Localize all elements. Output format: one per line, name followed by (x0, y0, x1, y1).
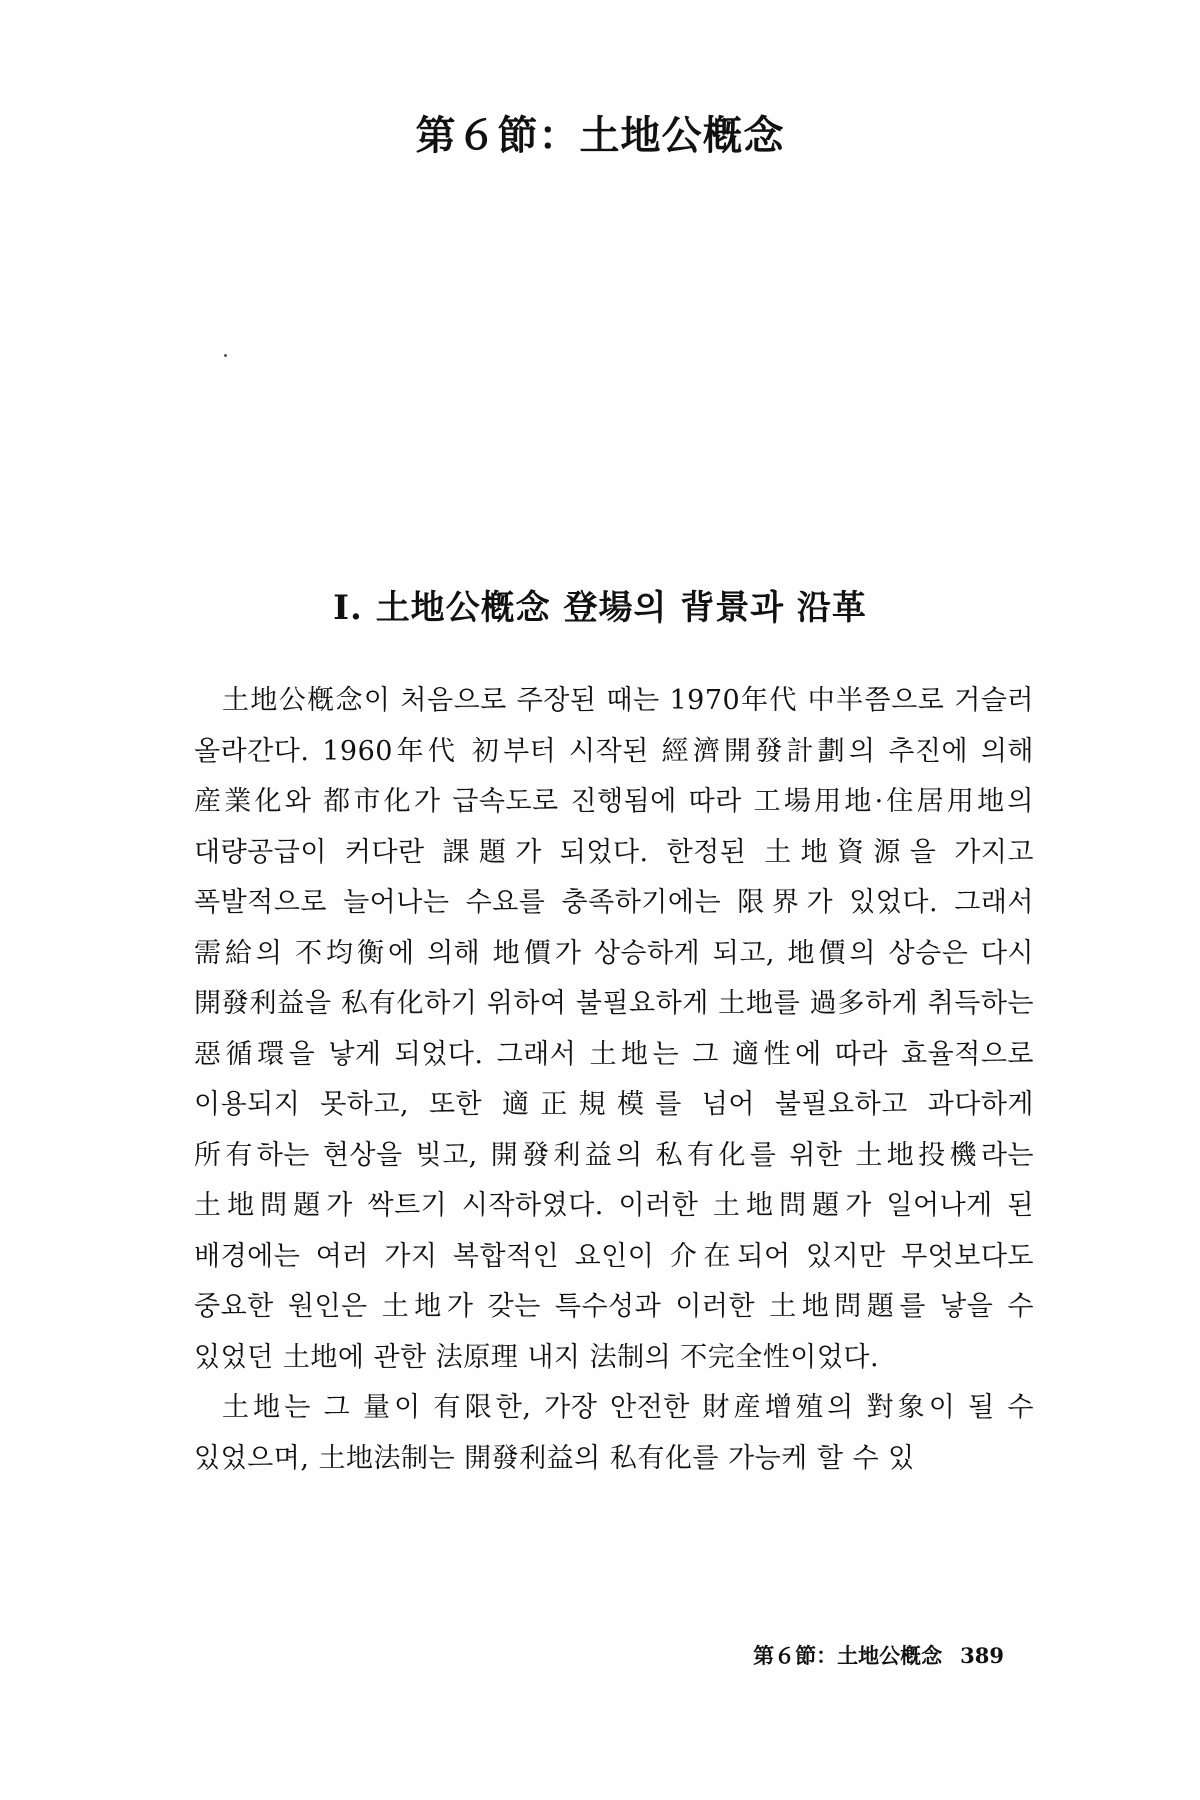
page-number: 389 (960, 1643, 1004, 1668)
body-text (194, 676, 1034, 1484)
section-heading: Ⅰ. 土地公槪念 登場의 背景과 沿革 (333, 588, 867, 628)
print-speck (224, 354, 227, 357)
chapter-title: 第６節：土地公槪念 (415, 112, 785, 159)
running-title: 第６節：土地公槪念 (753, 1643, 943, 1668)
paragraph-1: 土地公槪念이 처음으로 주장된 때는 1970年代 中半쯤으로 거슬러 올라간다. 1960年代 初부터 시작된 經濟開發計劃의 추진에 의해 産業化와 都市化가 급속도로 진행됨에 따라 工場用地·住居用地의 대량공급이 커다란 課題가 되었다. 한정된 土地資源을 가지고 폭발적으로 늘어나는 수요를 충족하기에는 限界가 있었다. 그래서 需給의 不均衡에 의해 地價가 상승하게 되고, 地價의 상승은 다시 開發利益을 私有化하기 위하여 불필요하게 土地를 過多하게 취득하는 惡循環을 낳게 되었다. 그래서 土地는 그 適性에 따라 효율적으로 이용되지 못하고, 또한 適正規模를 넘어 불필요하고 과다하게 所有하는 현상을 빚고, 開發利益의 私有化를 위한 土地投機라는 土地問題가 싹트기 시작하였다. 이러한 土地問題가 일어나게 된 배경에는 여러 가지 복합적인 요인이 介在되어 있지만 무엇보다도 중요한 원인은 土地가 갖는 특수성과 이러한 土地問題를 낳을 수 있었던 土地에 관한 法原理 내지 法制의 不完全性이었다. (194, 685, 1034, 1373)
running-footer (753, 1640, 1004, 1670)
paragraph-2: 土地는 그 量이 有限한, 가장 안전한 財産增殖의 對象이 될 수 있었으며, 土地法制는 開發利益의 私有化를 가능케 할 수 있 (194, 1392, 1034, 1474)
